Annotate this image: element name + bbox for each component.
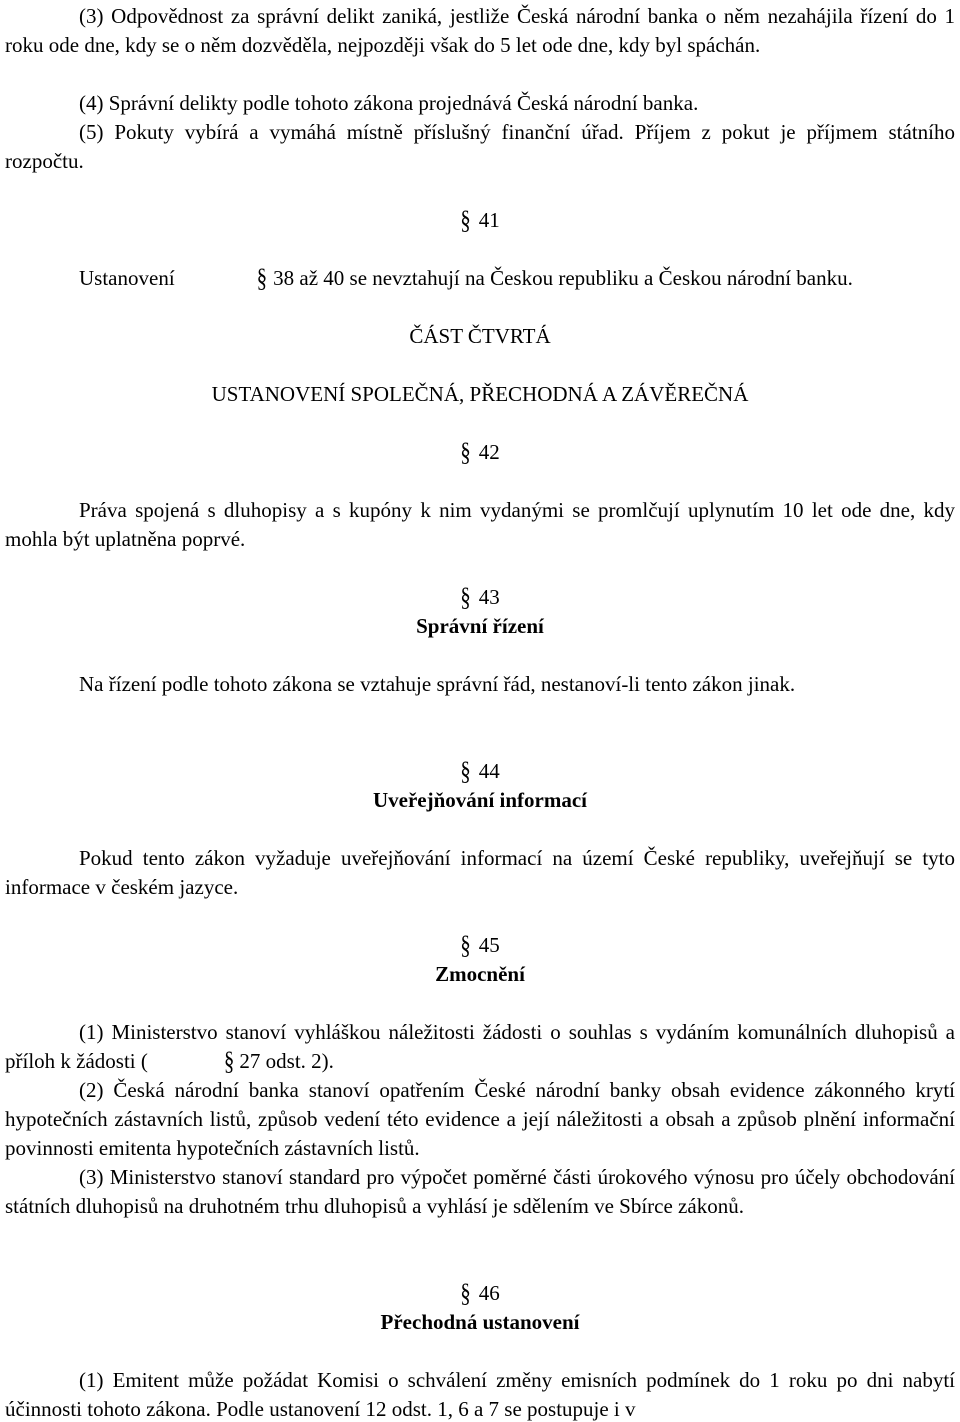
section-46-title: Přechodná ustanovení [380, 1310, 580, 1334]
section-symbol: § [460, 581, 471, 612]
part-title: ČÁST ČTVRTÁ [409, 324, 551, 348]
section-44-title: Uveřejňování informací [372, 788, 588, 812]
section-symbol: § [256, 262, 268, 293]
section-43-title: Správní řízení [416, 614, 544, 638]
section-46-heading [5, 1279, 955, 1308]
section-44-heading [5, 757, 955, 786]
paragraph-5: (5) Pokuty vybírá a vymáhá místně příslušný finanční úřad. Příjem z pokut je příjmem státního rozpočtu. [5, 120, 955, 173]
section-symbol: § [460, 204, 471, 235]
section-41-text: Ustanovení § 38 až 40 se nevztahují na Českou republiku a Českou národní banku. [5, 264, 955, 293]
section-44-text: Pokud tento zákon vyžaduje uveřejňování informací na území České republiky, uveřejňují se tyto informace v českém jazyce. [5, 846, 955, 899]
section-46-paragraph-1: (1) Emitent může požádat Komisi o schválení změny emisních podmínek do 1 roku po dni nabytí účinnosti tohoto zákona. Podle ustanovení 12 odst. 1, 6 a 7 se postupuje i v [5, 1368, 955, 1421]
section-symbol: § [460, 755, 471, 786]
section-symbol: § [223, 1045, 235, 1076]
section-45-paragraph-3: (3) Ministerstvo stanoví standard pro výpočet poměrné části úrokového výnosu pro účely obchodování státních dluhopisů na druhotném trhu dluhopisů a vyhlásí je sdělením ve Sbírce zákonů. [5, 1165, 955, 1218]
section-45-paragraph-2: (2) Česká národní banka stanoví opatřením České národní banky obsah evidence zákonného krytí hypotečních zástavních listů, způsob vedení této evidence a její náležitosti a obsah a způsob plnění informační povinnosti emitenta hypotečních zástavních listů. [5, 1078, 955, 1160]
section-number: 42 [478, 440, 500, 464]
section-number: 45 [478, 933, 500, 957]
section-43-text: Na řízení podle tohoto zákona se vztahuje správní řád, nestanoví-li tento zákon jinak. [79, 672, 796, 696]
section-number: 43 [478, 585, 500, 609]
part-subtitle: USTANOVENÍ SPOLEČNÁ, PŘECHODNÁ A ZÁVĚREČNÁ [211, 382, 749, 406]
paragraph-3: (3) Odpovědnost za správní delikt zaniká, jestliže Česká národní banka o něm nezahájila řízení do 1 roku ode dne, kdy se o něm dozvěděla, nejpozději však do 5 let ode dne, kdy byl spáchán. [5, 4, 955, 57]
section-45-paragraph-1: (1) Ministerstvo stanoví vyhláškou náležitosti žádosti o souhlas s vydáním komunálních dluhopisů a příloh k žádosti ( § 27 odst. 2). [5, 1018, 955, 1076]
section-number: 46 [478, 1281, 500, 1305]
section-42-heading [5, 438, 955, 467]
section-45-heading [5, 931, 955, 960]
section-number: 44 [478, 759, 500, 783]
section-45-title: Zmocnění [435, 962, 525, 986]
section-symbol: § [460, 929, 471, 960]
section-symbol: § [460, 1277, 471, 1308]
section-42-text: Práva spojená s dluhopisy a s kupóny k nim vydanými se promlčují uplynutím 10 let ode dne, kdy mohla být uplatněna poprvé. [5, 498, 955, 551]
section-symbol: § [460, 436, 471, 467]
section-number: 41 [478, 208, 500, 232]
section-41-heading [5, 206, 955, 235]
paragraph-4: (4) Správní delikty podle tohoto zákona projednává Česká národní banka. [79, 91, 699, 115]
section-43-heading [5, 583, 955, 612]
